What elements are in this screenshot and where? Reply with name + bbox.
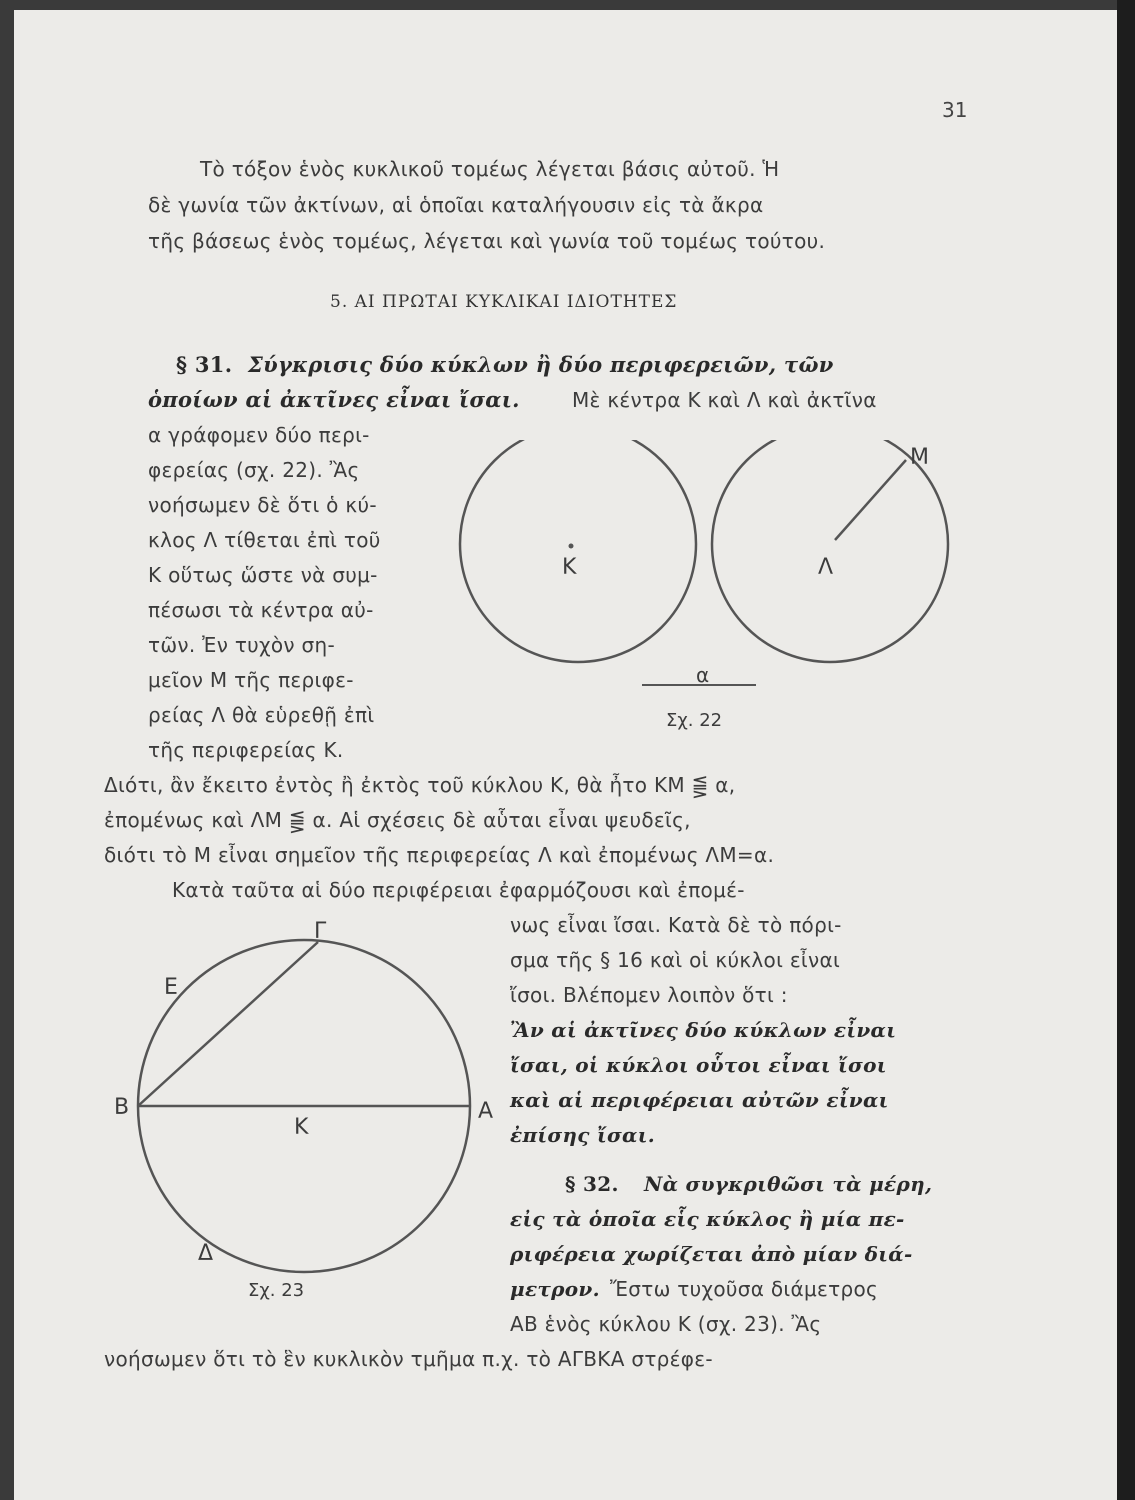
theorem-text: καὶ αἱ περιφέρειαι αὐτῶν εἶναι xyxy=(510,1088,889,1112)
para31-text: νοήσωμεν δὲ ὅτι ὁ κύ- xyxy=(148,493,377,517)
chord-bg xyxy=(138,942,318,1106)
label-a: Α xyxy=(478,1099,494,1124)
theorem-text: ἐπίσης ἴσαι. xyxy=(510,1123,655,1147)
para31-text: Κ οὕτως ὥστε νὰ συμ- xyxy=(148,563,378,587)
theorem-text: ἴσαι, οἱ κύκλοι οὗτοι εἶναι ἴσοι xyxy=(510,1053,887,1077)
figure22-caption: Σχ. 22 xyxy=(666,710,723,731)
para31-text: μεῖον Μ τῆς περιφε- xyxy=(148,668,354,692)
para31-title: ὁποίων αἱ ἀκτῖνες εἶναι ἴσαι. xyxy=(148,387,520,412)
circle-k xyxy=(460,440,696,662)
circle-l xyxy=(712,440,948,662)
para31-text: τῶν. Ἐν τυχὸν ση- xyxy=(148,633,336,657)
para31-text: ρείας Λ θὰ εὑρεθῇ ἐπὶ xyxy=(148,703,375,727)
label-b: Β xyxy=(114,1095,130,1120)
figure-22 xyxy=(430,440,990,740)
para32-title: Νὰ συγκριθῶσι τὰ μέρη, xyxy=(644,1172,933,1196)
para32-text: ΑΒ ἑνὸς κύκλου Κ (σχ. 23). Ἂς xyxy=(510,1312,822,1336)
label-g: Γ xyxy=(314,920,327,944)
para32-text: νοήσωμεν ὅτι τὸ ἓν κυκλικὸν τμῆμα π.χ. τὸ ΑΓΒΚΑ στρέφε- xyxy=(104,1347,713,1371)
para31-text: διότι τὸ Μ εἶναι σημεῖον τῆς περιφερείας Λ καὶ ἐπομένως ΛΜ=α. xyxy=(104,843,775,867)
label-a: α xyxy=(696,663,710,687)
radius-lm xyxy=(835,460,906,540)
para32-title: μετρον. xyxy=(510,1277,600,1301)
label-k: Κ xyxy=(562,555,577,580)
para31-text: τῆς περιφερείας Κ. xyxy=(148,738,344,762)
label-d: Δ xyxy=(198,1241,214,1266)
para31-text: Διότι, ἂν ἔκειτο ἐντὸς ἢ ἐκτὸς τοῦ κύκλου Κ, θὰ ἦτο ΚΜ ⪋ α, xyxy=(104,773,736,797)
intro-line: δὲ γωνία τῶν ἀκτίνων, αἱ ὁποῖαι καταλήγουσιν εἰς τὰ ἄκρα xyxy=(148,193,764,217)
page-number: 31 xyxy=(942,98,968,122)
page-edge-shadow xyxy=(1117,0,1135,1500)
para32-title: ριφέρεια χωρίζεται ἀπὸ μίαν διά- xyxy=(510,1242,913,1266)
para32-text: Ἔστω τυχοῦσα διάμετρος xyxy=(610,1277,879,1301)
label-e: Ε xyxy=(164,975,178,1000)
para31-title: Σύγκρισις δύο κύκλων ἢ δύο περιφερειῶν, τῶν xyxy=(248,352,834,377)
para32-title: εἰς τὰ ὁποῖα εἷς κύκλος ἢ μία πε- xyxy=(510,1207,905,1231)
para31-text: σμα τῆς § 16 καὶ οἱ κύκλοι εἶναι xyxy=(510,948,841,972)
intro-line: Τὸ τόξον ἑνὸς κυκλικοῦ τομέως λέγεται βάσις αὐτοῦ. Ἡ xyxy=(200,157,780,181)
para31-text: κλος Λ τίθεται ἐπὶ τοῦ xyxy=(148,528,381,552)
label-k: Κ xyxy=(294,1115,309,1140)
section-heading: 5. ΑΙ ΠΡΩΤΑΙ ΚΥΚΛΙΚΑΙ ΙΔΙΟΤΗΤΕΣ xyxy=(330,292,678,312)
para31-text: φερείας (σχ. 22). Ἂς xyxy=(148,458,360,482)
para31-number: § 31. xyxy=(176,352,233,377)
para31-text: πέσωσι τὰ κέντρα αὐ- xyxy=(148,598,374,622)
label-l: Λ xyxy=(818,555,834,580)
para31-text: ἐπομένως καὶ ΛΜ ⪋ α. Αἱ σχέσεις δὲ αὗται εἶναι ψευδεῖς, xyxy=(104,808,691,832)
para32-number: § 32. xyxy=(565,1172,619,1196)
figure23-caption: Σχ. 23 xyxy=(248,1280,305,1301)
para31-text: α γράφομεν δύο περι- xyxy=(148,423,370,447)
theorem-text: Ἂν αἱ ἀκτῖνες δύο κύκλων εἶναι xyxy=(510,1018,897,1042)
figure-23 xyxy=(100,920,510,1310)
center-k-dot xyxy=(569,544,574,549)
label-m: Μ xyxy=(910,445,929,470)
para31-text: νως εἶναι ἴσαι. Κατὰ δὲ τὸ πόρι- xyxy=(510,913,842,937)
para31-text: ἴσοι. Βλέπομεν λοιπὸν ὅτι : xyxy=(510,983,788,1007)
para31-text: Κατὰ ταῦτα αἱ δύο περιφέρειαι ἐφαρμόζουσι καὶ ἐπομέ- xyxy=(172,878,745,902)
intro-line: τῆς βάσεως ἑνὸς τομέως, λέγεται καὶ γωνία τοῦ τομέως τούτου. xyxy=(148,229,826,253)
para31-text: Μὲ κέντρα Κ καὶ Λ καὶ ἀκτῖνα xyxy=(572,388,877,412)
